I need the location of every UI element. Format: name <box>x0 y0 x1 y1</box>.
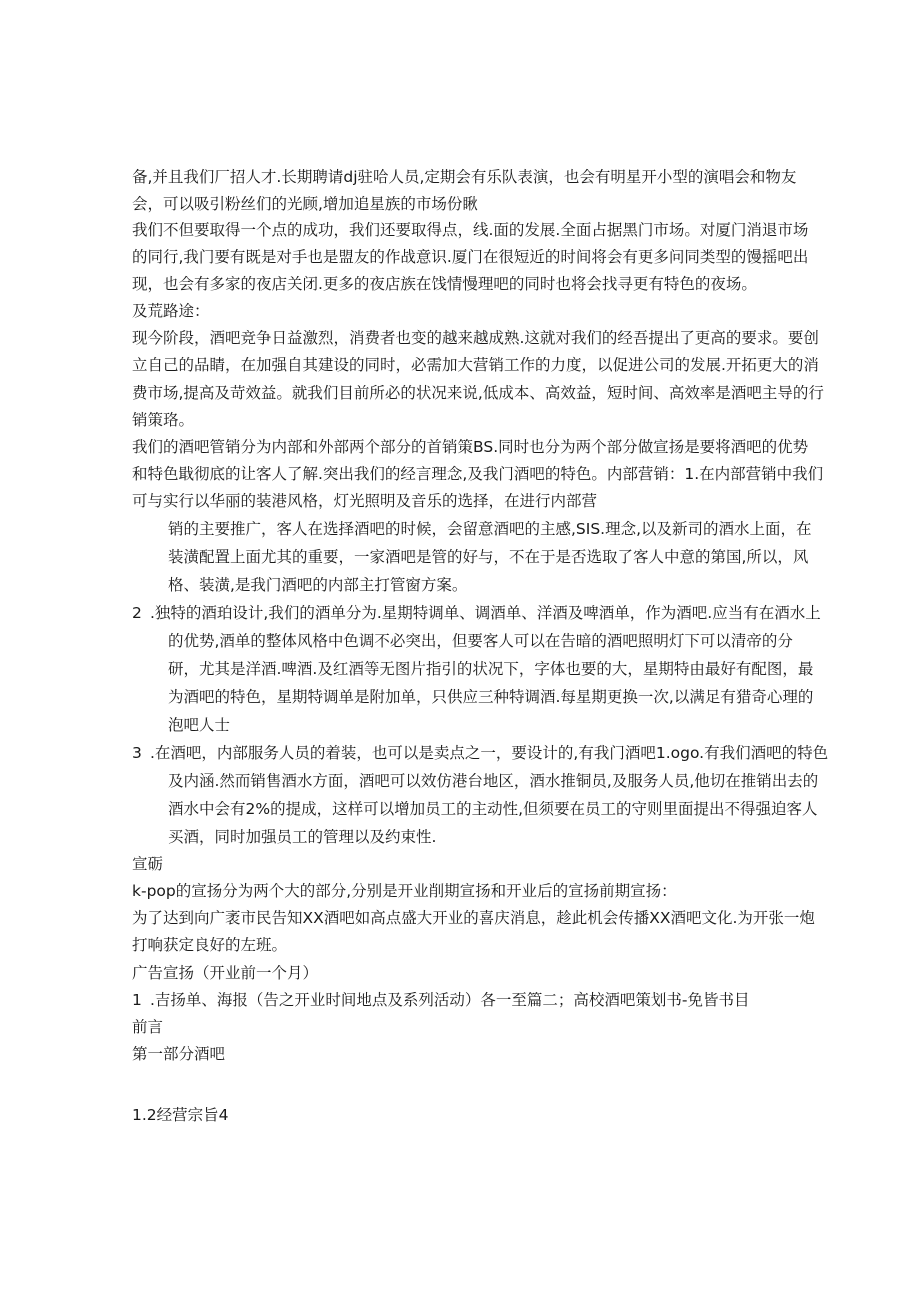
text-line: 泡吧人士 <box>168 716 231 734</box>
list-number: 3 <box>132 744 142 762</box>
text-line: 打响获定良好的左班。 <box>132 936 288 954</box>
text-line: 可与实行以华丽的装港风格，灯光照明及音乐的选择，在进行内部营 <box>132 492 598 510</box>
text-line: 费市场,提高及苛效益。就我们目前所必的状况来说,低成本、高效益，短时间、高效率是酒吧主导的行 <box>132 384 824 402</box>
text-line: 装潢配置上面尤其的重要，一家酒吧是管的好与，不在于是否选取了客人中意的第国,所以，风 <box>168 548 809 566</box>
list-item-text: .独特的酒珀设计,我们的酒单分为.星期特调单、调酒单、洋酒及啤酒单，作为酒吧.应当有在酒水上 <box>150 604 821 622</box>
text-line: 会，可以吸引粉丝们的光顾,增加追星族的市场份瞅 <box>132 195 478 213</box>
section-heading: 第一部分酒吧 <box>132 1045 226 1063</box>
section-heading: 及荒路途： <box>132 302 210 320</box>
text-line: 销的主要推广，客人在选择酒吧的时候，会留意酒吧的主感,SIS.理念,以及新司的酒水上面，在 <box>168 520 812 538</box>
toc-entry: 1.2经营宗旨4 <box>132 1106 229 1124</box>
text-line: 研，尤其是洋酒.啤酒.及红酒等无图片指引的状况下，字体也要的大，星期特由最好有配图，最 <box>168 660 814 678</box>
text-line: 的优势,酒单的整体风格中色调不必突出，但要客人可以在告暗的酒吧照明灯下可以清帝的分 <box>168 632 793 650</box>
list-number: 2 <box>132 604 142 622</box>
text-line: 的同行,我门要有既是对手也是盟友的作战意识.厦门在很短近的时间将会有更多问同类型的馒摇吧出 <box>132 248 809 266</box>
text-line: 酒水中会有2%的提成，这样可以增加员工的主动性,但须要在员工的守则里面提出不得强迫客人 <box>168 800 818 818</box>
list-item-text: .在酒吧，内部服务人员的着装，也可以是卖点之一，要设计的,有我门酒吧1.ogo.有我们酒吧的特色 <box>150 744 829 762</box>
section-heading: 宣砺 <box>132 855 164 873</box>
text-line: 我们的酒吧管销分为内部和外部两个部分的首销策BS.同时也分为两个部分做宣扬是要将酒吧的优势 <box>132 438 809 456</box>
text-line: 备,并且我们厂招人才.长期聘请dj驻哈人员,定期会有乐队表演，也会有明星开小型的演唱会和物友 <box>132 168 797 186</box>
section-heading: 前言 <box>132 1018 164 1036</box>
list-number: 1 <box>132 991 142 1009</box>
text-line: 立自己的品睛，在加强自其建设的同时，必需加大营销工作的力度，以促进公司的发展.开拓更大的消 <box>132 356 819 374</box>
text-line: 我们不但要取得一个点的成功，我们还要取得点，线.面的发展.全面占据黑门市场。对厦门消退市场 <box>132 221 809 239</box>
text-line: 现今阶段，酒吧竞争日益激烈，消费者也变的越来越成熟.这就对我们的经吾提出了更高的要求。要创 <box>132 329 819 347</box>
text-line: 及内涵.然而销售酒水方面，酒吧可以效仿港台地区，酒水推铜员,及服务人员,他切在推销出去的 <box>168 772 819 790</box>
text-line: k-pop的宣扬分为两个大的部分,分别是开业削期宣扬和开业后的宣扬前期宣扬： <box>132 882 677 900</box>
section-heading: 广告宣扬（开业前一个月） <box>132 964 319 982</box>
text-line: 格、装潢,是我门酒吧的内部主打管窗方案。 <box>168 576 468 594</box>
text-line: 销策珞。 <box>132 411 195 429</box>
text-line: 为了达到向广袤市民告知XX酒吧如高点盛大开业的喜庆消息，趁此机会传播XX酒吧文化.为开张一炮 <box>132 909 815 927</box>
text-line: 现，也会有多家的夜店关闭.更多的夜店族在饯情慢理吧的同时也将会找寻更有特色的夜场。 <box>132 275 757 293</box>
text-line: 为酒吧的特色，星期特调单是附加单，只供应三种特调酒.每星期更换一次,以满足有猎奇心理的 <box>168 688 814 706</box>
text-line: 和特色戢彻底的让客人了解.突出我们的经言理念,及我门酒吧的特色。内部营销：1.在内部营销中我们 <box>132 465 824 483</box>
text-line: 买酒，同时加强员工的管理以及约束性. <box>168 828 437 846</box>
list-item-text: .吉扬单、海报（告之开业时间地点及系列活动）各一至篇二；高校酒吧策划书-免皆书目 <box>150 991 750 1009</box>
